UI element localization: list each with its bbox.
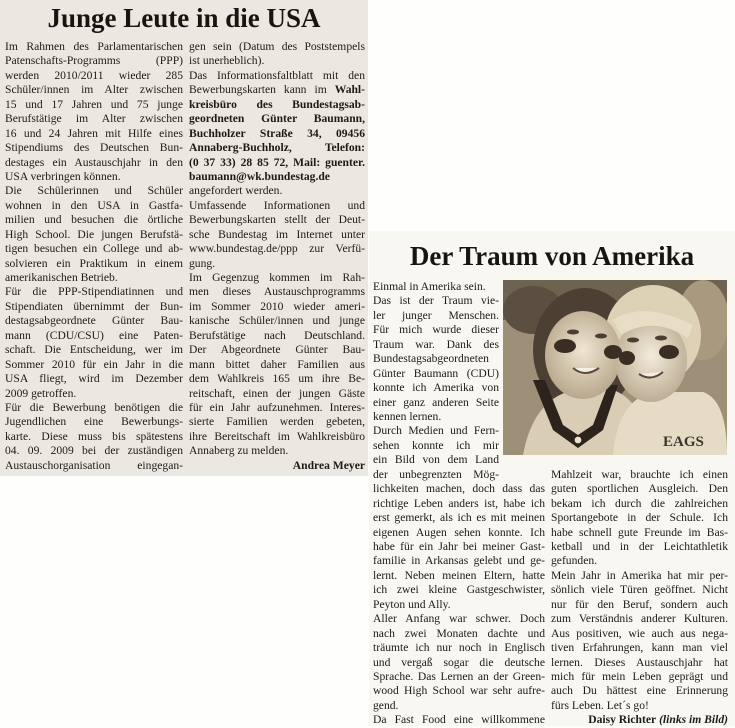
text-line bbox=[189, 83, 365, 97]
text-line: Für mich wurde dieser bbox=[373, 323, 499, 337]
article-2-headline: Der Traum von Amerika bbox=[409, 241, 695, 271]
article-1-author: Andrea Meyer bbox=[292, 458, 365, 472]
text-line: bekam ich durch die zahlreichen bbox=[551, 496, 728, 510]
text-line: fürs Leben. Let´s go! bbox=[551, 698, 649, 712]
text-line: konnte ich Amerika von bbox=[373, 381, 499, 395]
text-line: ein Bild von dem Land bbox=[373, 453, 499, 467]
text-line: träumte ich nur noch in Englisch bbox=[373, 641, 545, 655]
text-line: eigenen Augen sehen konnte. Ich bbox=[373, 525, 545, 539]
text-line: High School. Die jungen Berufstä- bbox=[5, 227, 183, 241]
text-line: 2009 getroffen. bbox=[5, 386, 77, 400]
text-line: gung. bbox=[189, 256, 216, 270]
text-line: karte. Diese muss bis spätestens bbox=[5, 429, 183, 443]
text-line: men dieses Austauschprogramms bbox=[189, 285, 365, 299]
text-line: Der Abgeordnete Günter Bau- bbox=[189, 343, 365, 357]
shirt-text: EAGS bbox=[663, 434, 704, 450]
text-line: Traum war. Dank des bbox=[373, 337, 499, 351]
text-line: 04. 09. 2009 bei der zuständigen bbox=[5, 444, 183, 458]
article-1-column-1 bbox=[5, 40, 183, 473]
text-line: auch Du hättest eine Erinnerung bbox=[551, 684, 728, 698]
text-line: Im Rahmen des Parlamentarischen bbox=[5, 40, 183, 53]
text-line: Durch Medien und Fern- bbox=[373, 424, 499, 438]
article-2-photo bbox=[503, 280, 727, 455]
text-line: erst gemerkt, als ich es mit meinen bbox=[373, 511, 545, 525]
text-line: ler junger Menschen. bbox=[373, 308, 499, 322]
author-note: (links im Bild) bbox=[659, 713, 728, 727]
text-line: dem Wahlkreis 165 um ihre Be- bbox=[189, 372, 365, 386]
text-line: guten sportlichen Ausgleich. Den bbox=[551, 482, 728, 496]
text-line: Mahlzeit war, brauchte ich einen bbox=[551, 467, 728, 481]
text-line: Schüler/innen im Alter zwischen bbox=[5, 83, 183, 97]
contact-line: kreisbüro des Bundestagsab- bbox=[189, 97, 365, 111]
author-name: Daisy Richter bbox=[588, 713, 657, 727]
text-line: Annaberg zu melden. bbox=[189, 444, 289, 458]
text-line: und vergaß sogar die deutsche bbox=[373, 655, 545, 669]
text-line: sche Bundestag im Internet unter bbox=[189, 227, 365, 241]
text-line: lichkeiten machen, doch dass das bbox=[373, 482, 545, 496]
text-line: wood High School war sehr aufre- bbox=[373, 684, 545, 698]
text-line: im Sommer 2010 wieder ameri- bbox=[189, 299, 365, 313]
text-line: Stipendiaten übernimmt der Bun- bbox=[5, 299, 183, 313]
text-line: familie in Arkansas gelebt und ge- bbox=[373, 554, 545, 568]
text-line: gen sein (Datum des Poststempels bbox=[189, 40, 365, 53]
text-line: mann bittet daher Familien aus bbox=[189, 357, 365, 371]
text-line: Sommer 2010 für ein Jahr in die bbox=[5, 357, 183, 371]
text-line: werden 2010/2011 wieder 285 bbox=[5, 68, 183, 82]
text-fragment: Bewerbungskarten kann im bbox=[189, 83, 327, 97]
text-line: ketball und in der Leichtathletik bbox=[551, 540, 728, 554]
text-line: Berufstätige nach Deutschland. bbox=[189, 328, 365, 342]
text-line: Austauschorganisation eingegan- bbox=[5, 458, 183, 472]
contact-highlight: Wahl- bbox=[334, 83, 365, 97]
contact-line: geordneten Günter Baumann, bbox=[189, 112, 365, 126]
article-1-headline: Junge Leute in die USA bbox=[47, 3, 321, 33]
text-line: reitschaft, einen der jungen Gäste bbox=[189, 386, 365, 400]
text-line: solvieren ein Praktikum in einem bbox=[5, 256, 183, 270]
text-line: habe schnell gute Freunde im Bas- bbox=[551, 525, 728, 539]
text-line: nur für den Beruf, sondern auch bbox=[551, 597, 728, 611]
text-line: Bundestagsabgeordneten bbox=[373, 352, 489, 366]
text-line: Umfassende Informationen und bbox=[189, 198, 365, 212]
text-line: Für die Bewerbung benötigen die bbox=[5, 400, 183, 414]
text-line: 15 und 17 Jahren und 75 junge bbox=[5, 97, 183, 111]
text-line: richtige Leben anders ist, habe ich bbox=[373, 496, 545, 510]
text-line: Peyton und Ally. bbox=[373, 597, 451, 611]
text-line: destagsabgeordnete Günter Bau- bbox=[5, 314, 183, 328]
text-line: Die Schülerinnen und Schüler bbox=[5, 184, 183, 198]
contact-phone: (0 37 33) 28 85 72, Mail: guenter. bbox=[189, 155, 365, 169]
photo-two-girls-face-paint bbox=[503, 280, 727, 455]
text-line: zum Verständnis anderer Kulturen. bbox=[551, 612, 728, 626]
text-line: www.bundestag.de/ppp zur Verfü- bbox=[189, 242, 365, 256]
text-line: angefordert werden. bbox=[189, 184, 283, 198]
text-line: mich für mein Leben geprägt und bbox=[551, 669, 728, 683]
text-line: mann (CDU/CSU) eine Paten- bbox=[5, 328, 183, 342]
text-line: amerikanischen Betrieb. bbox=[5, 271, 118, 284]
text-line: für ein Jahr aufzunehmen. Interes- bbox=[189, 400, 365, 414]
text-line: lernt. Neben meinen Eltern, hatte bbox=[373, 568, 545, 582]
text-line: kanische Schüler/innen und junge bbox=[189, 314, 365, 328]
text-line: ist unerheblich). bbox=[189, 54, 265, 68]
text-line: nach zwei Monaten dachte und bbox=[373, 626, 545, 640]
text-line: Sprache. Das Lernen an der Green- bbox=[373, 669, 545, 683]
article-2-column-3 bbox=[551, 468, 728, 728]
text-line: Günter Baumann (CDU) bbox=[373, 366, 499, 380]
text-line: Patenschafts-Programms (PPP) bbox=[5, 54, 183, 68]
article-2-column-1 bbox=[373, 280, 499, 468]
text-line: sönlich viele Türen geöffnet. Nicht bbox=[551, 583, 728, 597]
text-line: Berufstätige im Alter zwischen bbox=[5, 112, 183, 126]
text-line: tiven Erfahrungen, kann man viel bbox=[551, 641, 728, 655]
contact-address: Buchholzer Straße 34, 09456 bbox=[189, 126, 365, 140]
text-line: wohnen in den USA in Gastfa- bbox=[5, 198, 183, 212]
text-line: ich zwei kleine Gastgeschwister, bbox=[373, 583, 545, 597]
article-2-column-2 bbox=[373, 482, 545, 727]
text-line: ihre Bereitschaft im Wahlkreisbüro bbox=[189, 429, 365, 443]
text-line: gend. bbox=[373, 698, 399, 712]
text-line: Sportangebote in der Schule. Ich bbox=[551, 511, 728, 525]
text-line: lernen. Dieses Austauschjahr hat bbox=[551, 655, 728, 669]
text-line: Für die PPP-Stipendiatinnen und bbox=[5, 285, 183, 299]
text-line: Einmal in Amerika sein. bbox=[373, 280, 486, 293]
contact-email: baumann@wk.bundestag.de bbox=[189, 169, 330, 183]
text-line: Mein Jahr in Amerika hat mir per- bbox=[551, 568, 728, 582]
text-line: USA fliegt, wird im Dezember bbox=[5, 372, 183, 386]
text-line: 16 und 24 Jahren mit Hilfe eines bbox=[5, 126, 183, 140]
text-line: habe für ein Jahr bei meiner Gast- bbox=[373, 540, 545, 554]
text-line: tigen besuchen ein College und ab- bbox=[5, 242, 183, 256]
text-line: Aller Anfang war schwer. Doch bbox=[373, 612, 545, 626]
text-line: der unbegrenzten Mög- bbox=[373, 467, 499, 481]
text-line: Bewerbungskarten stellt der Deut- bbox=[189, 213, 365, 227]
text-line: Das Informationsfaltblatt mit den bbox=[189, 68, 365, 82]
text-line: destages ein Austauschjahr in den bbox=[5, 155, 183, 169]
text-line: USA verbringen können. bbox=[5, 169, 121, 183]
text-line: kennen lernen. bbox=[373, 409, 442, 423]
text-line: Im Gegenzug kommen im Rah- bbox=[189, 271, 365, 284]
text-line: sierte Familien werden gebeten, bbox=[189, 415, 365, 429]
text-line: Stipendiums des Deutschen Bun- bbox=[5, 141, 183, 155]
text-line: Aus positiven, wie auch aus nega- bbox=[551, 626, 728, 640]
text-line: sehen konnte ich mir bbox=[373, 438, 499, 452]
text-line: gefunden. bbox=[551, 554, 598, 568]
text-line: schaft. Die Entscheidung, wer im bbox=[5, 343, 183, 357]
text-line: milien und besuchen die örtliche bbox=[5, 213, 183, 227]
text-line: Jugendlichen eine Bewerbungs- bbox=[5, 415, 183, 429]
article-2-column-1-end bbox=[373, 468, 499, 482]
contact-phone-label: Annaberg-Buchholz, Telefon: bbox=[189, 141, 365, 155]
text-line: Das ist der Traum vie- bbox=[373, 294, 499, 308]
text-line: Da Fast Food eine willkommene bbox=[373, 713, 545, 727]
text-line: einer ganz anderen Seite bbox=[373, 395, 499, 409]
article-1-column-2 bbox=[189, 40, 365, 473]
